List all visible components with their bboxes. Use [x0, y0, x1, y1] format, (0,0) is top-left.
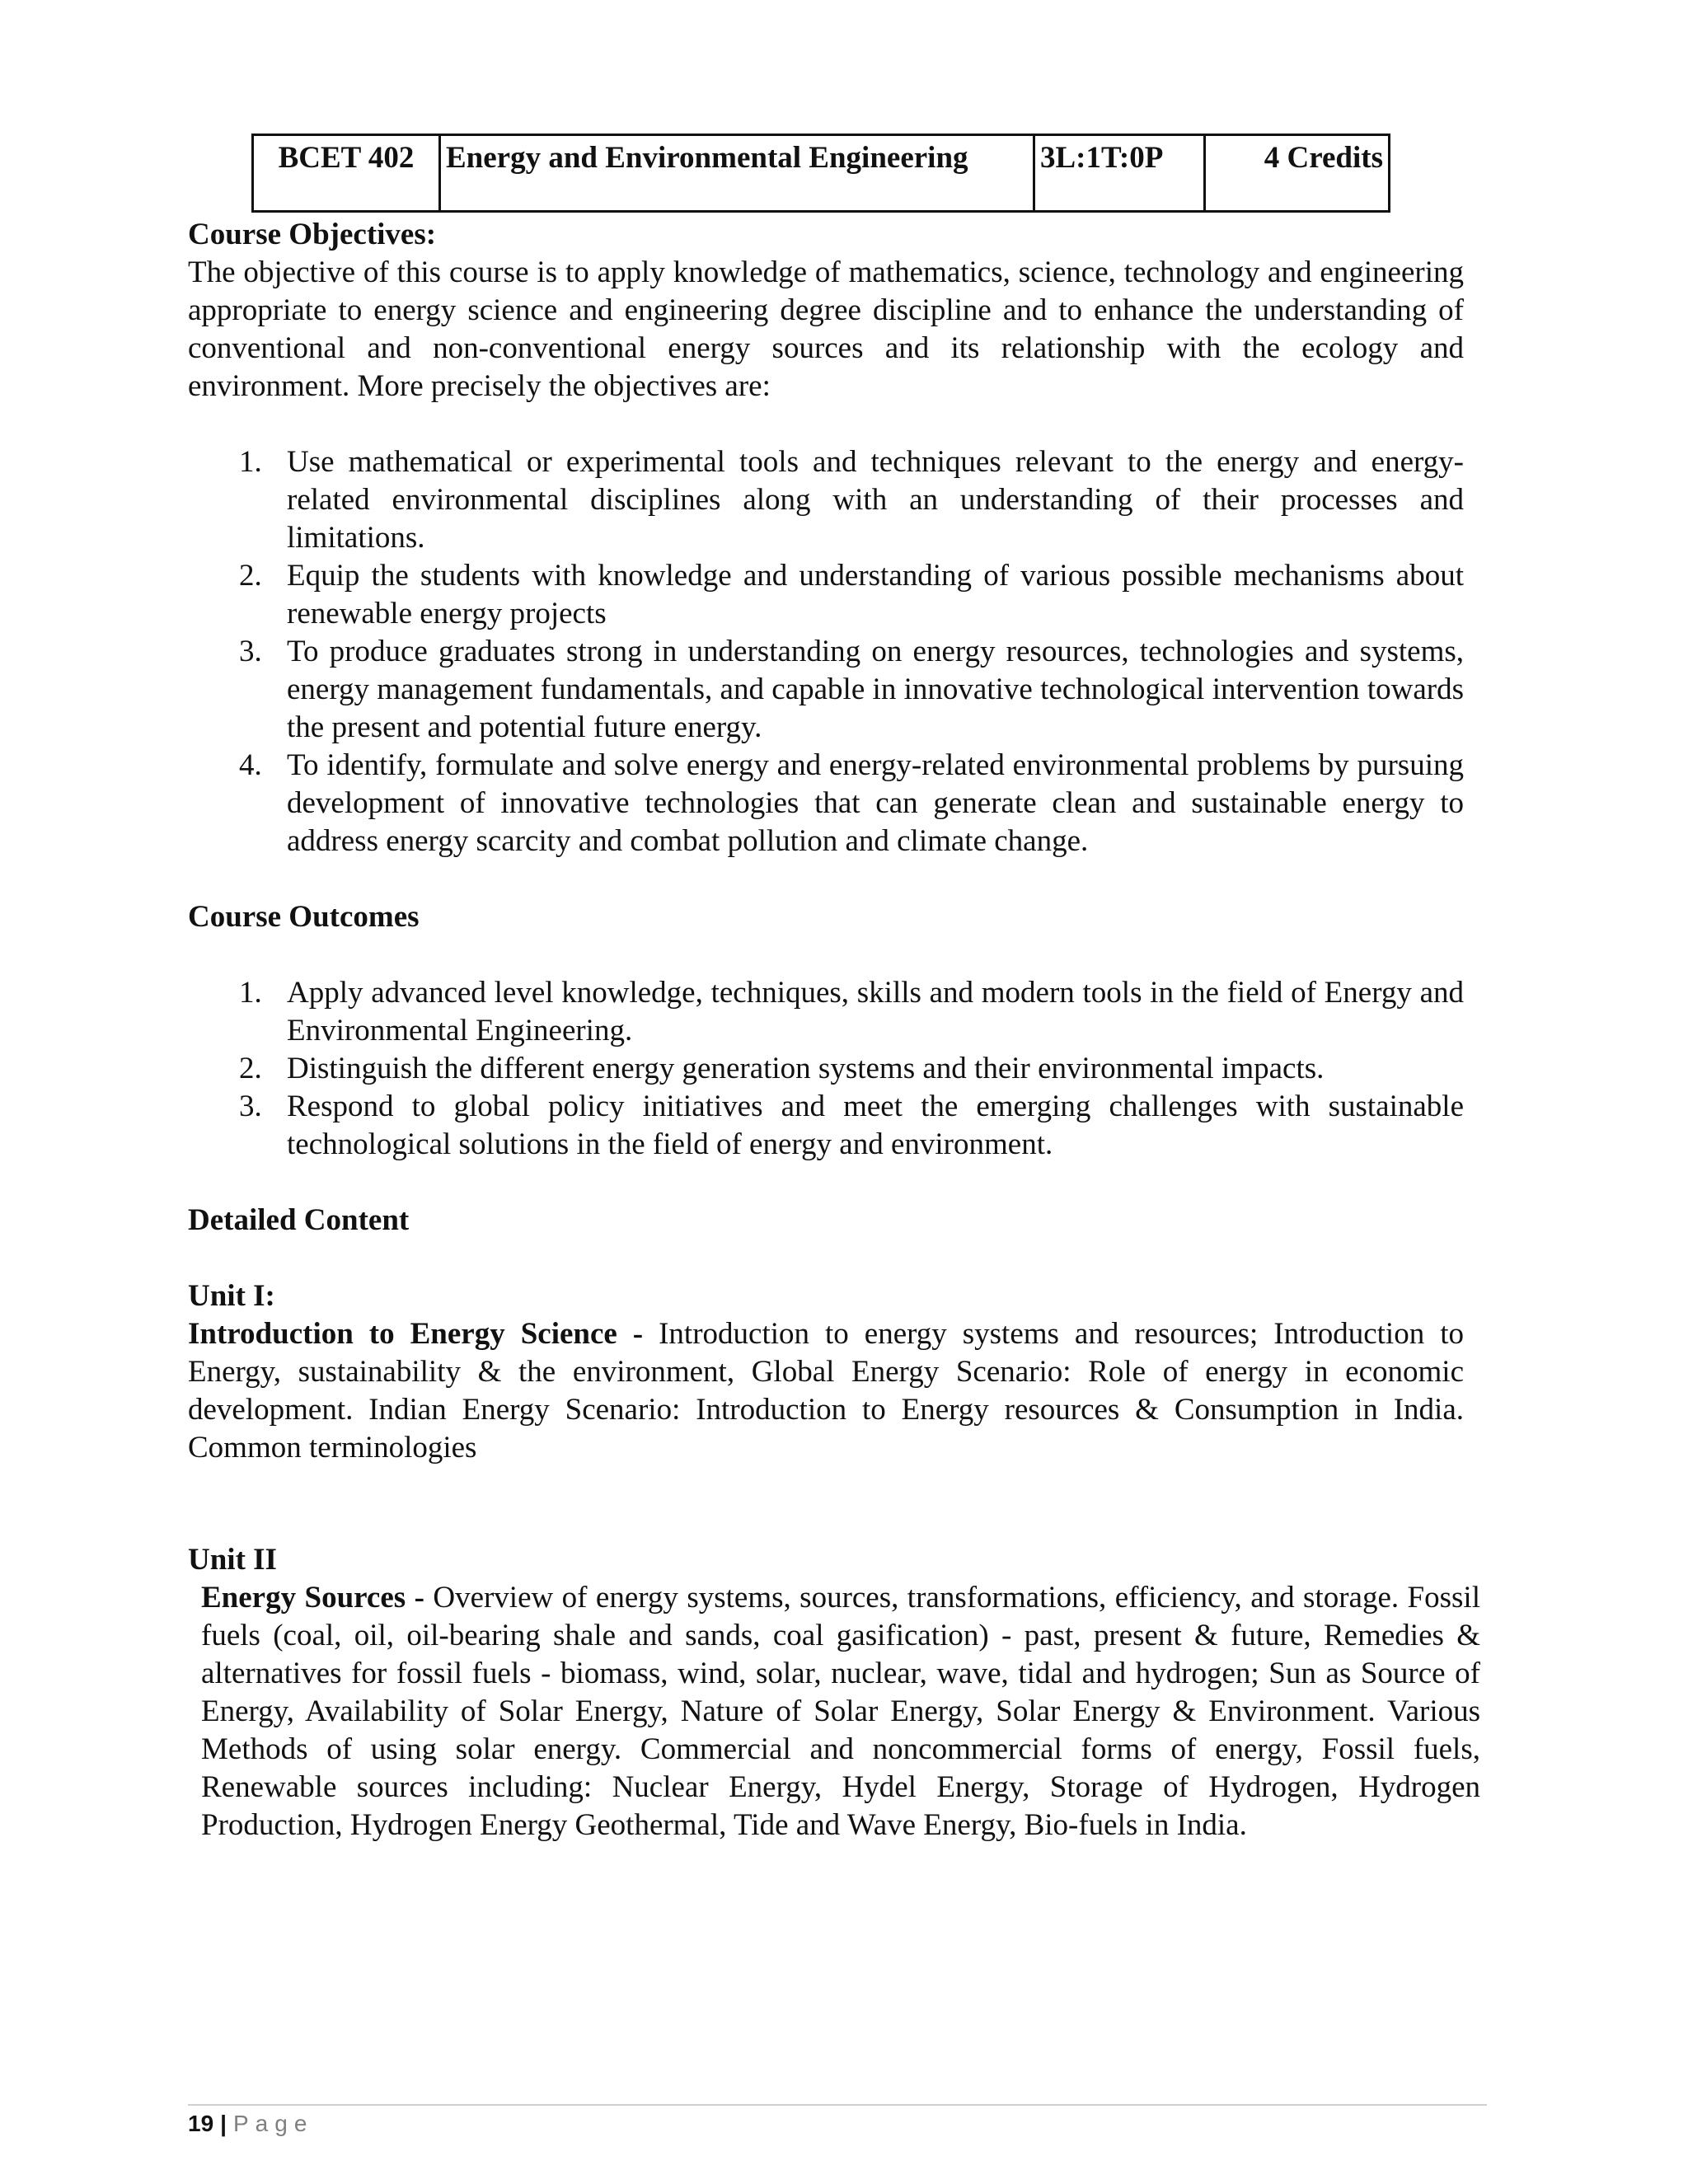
course-ltp: 3L:1T:0P [1034, 135, 1205, 212]
objectives-heading: Course Objectives: [188, 218, 437, 251]
unit-1-heading: Unit I: [188, 1279, 275, 1313]
list-item-text: Use mathematical or experimental tools and techniques relevant to the energy and energy-related environmental disciplines along with an understanding of their processes and limitations. [287, 445, 1464, 555]
course-header-row [253, 135, 1390, 212]
list-item [239, 974, 1464, 1050]
detailed-content-heading: Detailed Content [188, 1203, 410, 1237]
objectives-list [239, 443, 1464, 860]
list-item [239, 1050, 1464, 1088]
list-item [239, 443, 1464, 557]
unit-1-body [188, 1315, 1464, 1467]
course-title: Energy and Environmental Engineering [440, 135, 1034, 212]
list-item [239, 557, 1464, 633]
list-item-text: Distinguish the different energy generation systems and their environmental impacts. [287, 1052, 1325, 1085]
list-number: 2. [239, 1052, 262, 1085]
list-number: 1. [239, 976, 262, 1010]
footer-divider [188, 2104, 1487, 2106]
unit-2-body [201, 1579, 1480, 1844]
list-item-text: Equip the students with knowledge and understanding of various possible mechanisms about renewable energy projects [287, 559, 1464, 630]
objectives-intro: The objective of this course is to apply knowledge of mathematics, science, technology and engineering appropriate to energy science and engineering degree discipline and to enhance the understanding of conventional and non-conventional energy sources and its relationship with the ecology and environment. More precisely the objectives are: [188, 255, 1464, 403]
unit-2-heading: Unit II [188, 1543, 277, 1577]
page-number: 19 [188, 2111, 214, 2136]
page-label: Page [233, 2111, 314, 2136]
page-footer [188, 2110, 313, 2138]
course-header-table [251, 134, 1390, 213]
course-credits: 4 Credits [1205, 135, 1390, 212]
outcomes-heading: Course Outcomes [188, 900, 420, 934]
list-item-text: Respond to global policy initiatives and meet the emerging challenges with sustainable technological solutions in the field of energy and environment. [287, 1090, 1464, 1161]
footer-separator: | [220, 2111, 227, 2136]
list-number: 4. [239, 748, 262, 782]
list-item [239, 633, 1464, 747]
course-code: BCET 402 [253, 135, 440, 212]
list-item [239, 1088, 1464, 1164]
list-item-text: To produce graduates strong in understanding on energy resources, technologies and systems, energy management fundamentals, and capable in innovative technological intervention towards the present and potential future energy. [287, 635, 1464, 744]
list-item-text: To identify, formulate and solve energy and energy-related environmental problems by pursuing development of innovative technologies that can generate clean and sustainable energy to address energy scarcity and combat pollution and climate change. [287, 748, 1464, 858]
list-number: 1. [239, 445, 262, 479]
list-number: 3. [239, 635, 262, 668]
outcomes-list [239, 974, 1464, 1164]
unit-2-text: Overview of energy systems, sources, transformations, efficiency, and storage. Fossil fuels (coal, oil, oil-bearing shale and sands, coal gasification) - past, present & future, Remedies & alternatives for fossil fuels - biomass, wind, solar, nuclear, wave, tidal and hydrogen; Sun as Source of Energy, Availability of Solar Energy, Nature of Solar Energy, Solar Energy & Environment. Various Methods of using solar energy. Commercial and noncommercial forms of energy, Fossil fuels, Renewable sources including: Nuclear Energy, Hydel Energy, Storage of Hydrogen, Hydrogen Production, Hydrogen Energy Geothermal, Tide and Wave Energy, Bio-fuels in India. [201, 1581, 1480, 1842]
unit-2-lead: Energy Sources - [201, 1581, 424, 1615]
list-item-text: Apply advanced level knowledge, techniques, skills and modern tools in the field of Energy and Environmental Engineering. [287, 976, 1464, 1047]
unit-1-text: Introduction to energy systems and resources; Introduction to Energy, sustainability & the environment, Global Energy Scenario: Role of energy in economic development. Indian Energy Scenario: Introduction to Energy resources & Consumption in India. Common terminologies [188, 1317, 1464, 1465]
list-number: 3. [239, 1090, 262, 1123]
list-item [239, 747, 1464, 860]
list-number: 2. [239, 559, 262, 593]
unit-1-lead: Introduction to Energy Science - [188, 1317, 644, 1351]
